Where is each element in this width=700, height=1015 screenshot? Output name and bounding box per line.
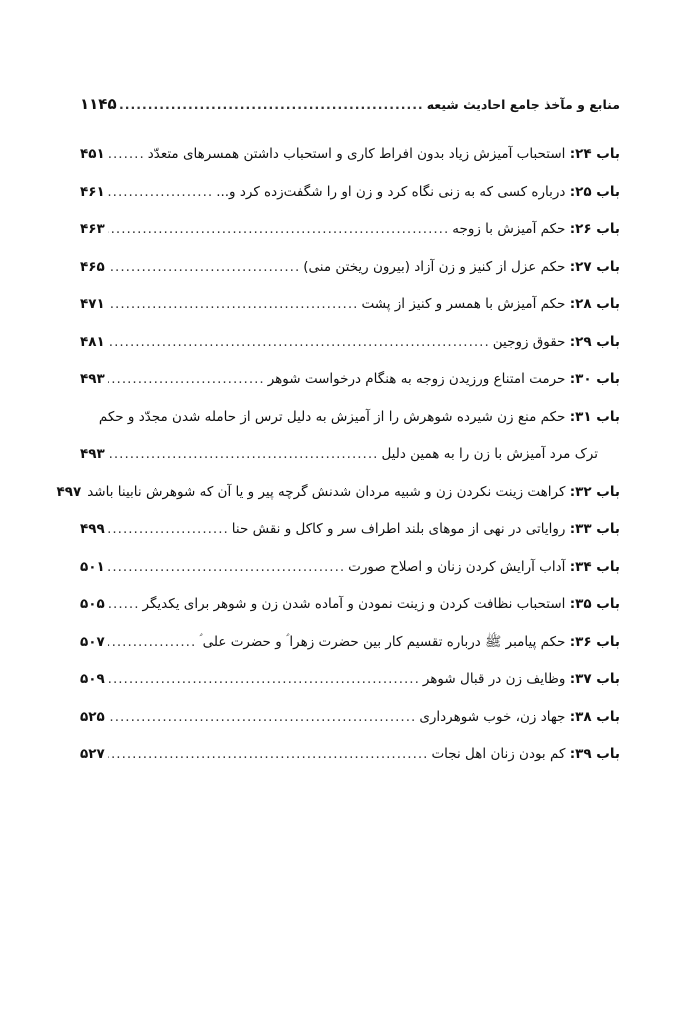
entry-page-number: ۴۹۳ bbox=[80, 371, 105, 387]
leader-dots bbox=[108, 665, 420, 693]
chapter-label: باب ۳۳: bbox=[569, 521, 620, 537]
toc-entry[interactable] bbox=[80, 403, 620, 441]
leader-dots bbox=[108, 590, 140, 618]
toc-entry[interactable] bbox=[80, 740, 620, 778]
running-header bbox=[80, 90, 620, 140]
leader-dots bbox=[108, 628, 197, 656]
leader-dots bbox=[108, 290, 359, 318]
entry-page-number: ۴۹۳ bbox=[80, 446, 105, 462]
chapter-label: باب ۲۸: bbox=[569, 296, 620, 312]
chapter-label: باب ۲۵: bbox=[569, 183, 620, 200]
entry-title bbox=[268, 365, 620, 393]
toc-entry[interactable] bbox=[80, 215, 620, 253]
entry-title-text: استحباب آمیزش زیاد بدون افراط کاری و استحباب داشتن همسرهای متعدّد bbox=[147, 146, 566, 162]
entry-title bbox=[232, 515, 620, 543]
entry-page-number: ۴۵۱ bbox=[80, 146, 105, 162]
leader-dots bbox=[108, 515, 229, 543]
entry-title-text: جهاد زن، خوب شوهرداری bbox=[419, 708, 566, 725]
toc-page bbox=[56, 90, 620, 778]
leader-dots bbox=[108, 178, 213, 206]
toc-entry[interactable] bbox=[80, 628, 620, 666]
entry-title-text: درباره کسی که به زنی نگاه کرد و زن او را شگفت‌زده کرد و... bbox=[216, 183, 566, 200]
chapter-label: باب ۲۶: bbox=[569, 221, 620, 237]
chapter-label: باب ۲۹: bbox=[569, 333, 620, 350]
toc-entry[interactable] bbox=[80, 590, 620, 628]
entry-title bbox=[199, 628, 620, 656]
entry-title bbox=[493, 328, 620, 356]
leader-dots bbox=[120, 91, 424, 119]
entry-title-text: روایاتی در نهی از موهای بلند اطراف سر و کاکل و نقش حنا bbox=[231, 521, 566, 537]
entry-title-text: حرمت امتناع ورزیدن زوجه به هنگام درخواست شوهر bbox=[267, 371, 566, 387]
entry-page-number: ۵۰۵ bbox=[80, 596, 105, 612]
entry-title-text: کراهت زینت نکردن زن و شبیه مردان شدنش گرچه پیر و یا آن که شوهرش نابینا باشد bbox=[87, 483, 566, 500]
toc-entry[interactable] bbox=[80, 178, 620, 216]
toc-entry-continuation[interactable] bbox=[80, 440, 620, 478]
entry-title bbox=[148, 140, 620, 168]
entry-title bbox=[423, 665, 620, 693]
entry-title-text: کم بودن زنان اهل نجات bbox=[431, 746, 566, 762]
entry-page-number: ۴۹۷ bbox=[56, 483, 82, 500]
chapter-label: باب ۳۶: bbox=[569, 633, 620, 650]
leader-dots bbox=[108, 740, 429, 768]
toc-list bbox=[56, 140, 620, 778]
entry-title bbox=[87, 478, 620, 506]
toc-entry[interactable] bbox=[56, 478, 620, 516]
toc-entry[interactable] bbox=[80, 365, 620, 403]
entry-title-text: حکم عزل از کنیز و زن آزاد (بیرون ریختن منی) bbox=[303, 258, 566, 275]
entry-page-number: ۴۹۹ bbox=[80, 521, 105, 537]
entry-title-text: حکم پیامبر ﷺ درباره تقسیم کار بین حضرت زهرا ؑ و حضرت علی ؑ bbox=[199, 633, 566, 650]
chapter-label: باب ۳۴: bbox=[569, 558, 620, 575]
leader-dots bbox=[108, 253, 301, 281]
entry-title-text: وظایف زن در قبال شوهر bbox=[422, 671, 566, 687]
toc-entry[interactable] bbox=[80, 703, 620, 741]
entry-title-text: حکم آمیزش با همسر و کنیز از پشت bbox=[361, 296, 566, 312]
entry-title bbox=[361, 290, 620, 318]
chapter-label: باب ۲۴: bbox=[569, 146, 620, 162]
header-page-number: ۱۱۴۵ bbox=[80, 95, 117, 113]
entry-title bbox=[419, 703, 620, 731]
entry-title-text: آداب آرایش کردن زنان و اصلاح صورت bbox=[348, 558, 566, 575]
toc-entry[interactable] bbox=[80, 665, 620, 703]
chapter-label: باب ۳۸: bbox=[569, 708, 620, 725]
leader-dots bbox=[108, 440, 379, 468]
leader-dots bbox=[108, 140, 145, 168]
toc-entry[interactable] bbox=[80, 253, 620, 291]
book-title: منابع و مآخذ جامع احادیث شیعه bbox=[426, 97, 620, 112]
entry-title bbox=[99, 403, 620, 441]
entry-page-number: ۴۷۱ bbox=[80, 296, 105, 312]
toc-entry[interactable] bbox=[80, 553, 620, 591]
leader-dots bbox=[108, 328, 490, 356]
chapter-label: باب ۳۹: bbox=[569, 746, 620, 762]
entry-title-text: استحباب نظافت کردن و زینت نمودن و آماده شدن زن و شوهر برای یکدیگر bbox=[142, 596, 566, 612]
toc-entry[interactable] bbox=[80, 328, 620, 366]
leader-dots bbox=[108, 215, 450, 243]
chapter-label: باب ۳۲: bbox=[569, 483, 620, 500]
chapter-label: باب ۳۰: bbox=[569, 371, 620, 387]
leader-dots bbox=[108, 553, 345, 581]
toc-entry[interactable] bbox=[80, 515, 620, 553]
entry-page-number: ۴۶۱ bbox=[80, 183, 105, 200]
entry-title bbox=[143, 590, 620, 618]
toc-entry[interactable] bbox=[80, 290, 620, 328]
chapter-label: باب ۳۵: bbox=[569, 596, 620, 612]
entry-title bbox=[452, 215, 620, 243]
entry-title bbox=[303, 253, 620, 281]
entry-title bbox=[348, 553, 620, 581]
entry-title-text: حقوق زوجین bbox=[492, 333, 566, 350]
leader-dots bbox=[108, 365, 265, 393]
entry-title-continuation: ترک مرد آمیزش با زن را به همین دلیل bbox=[381, 446, 598, 462]
entry-page-number: ۵۰۹ bbox=[80, 671, 105, 687]
entry-page-number: ۵۰۷ bbox=[80, 633, 105, 650]
chapter-label: باب ۳۱: bbox=[569, 408, 620, 425]
leader-dots bbox=[108, 703, 417, 731]
entry-page-number: ۴۸۱ bbox=[80, 333, 105, 350]
entry-page-number: ۵۲۵ bbox=[80, 708, 105, 725]
entry-page-number: ۴۶۵ bbox=[80, 258, 105, 275]
entry-page-number: ۴۶۳ bbox=[80, 221, 105, 237]
entry-title-text: حکم منع زن شیرده شوهرش را از آمیزش به دلیل ترس از حامله شدن مجدّد و حکم bbox=[98, 408, 566, 425]
entry-title bbox=[216, 178, 620, 206]
chapter-label: باب ۳۷: bbox=[569, 671, 620, 687]
toc-entry[interactable] bbox=[80, 140, 620, 178]
entry-page-number: ۵۰۱ bbox=[80, 558, 105, 575]
entry-title-text: حکم آمیزش با زوجه bbox=[452, 221, 566, 237]
entry-page-number: ۵۲۷ bbox=[80, 746, 105, 762]
entry-title bbox=[431, 740, 620, 768]
chapter-label: باب ۲۷: bbox=[569, 258, 620, 275]
